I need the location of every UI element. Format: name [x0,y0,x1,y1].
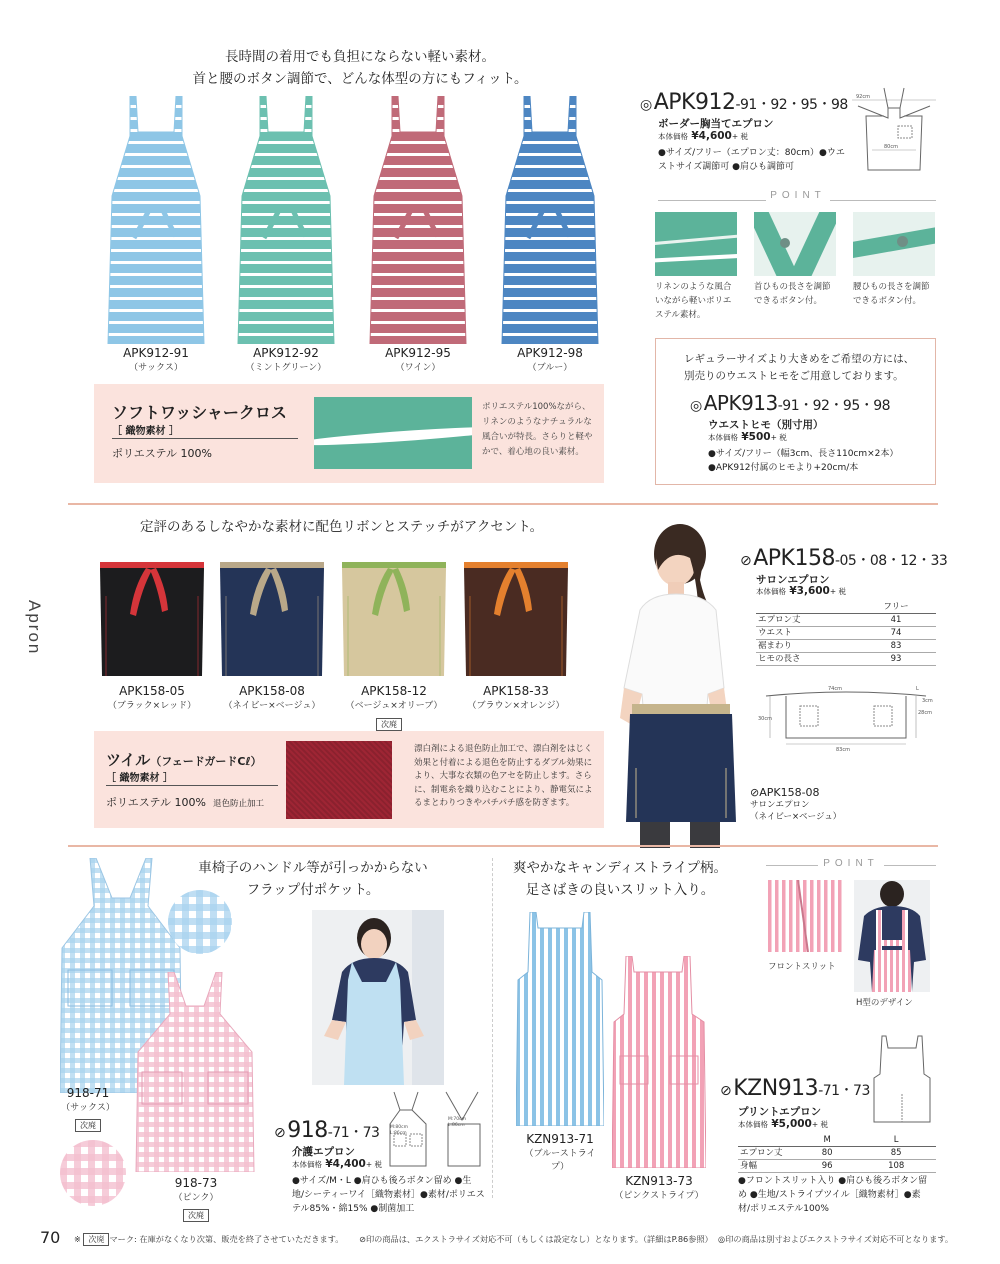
caption-kzn913-71: KZN913-71 （ブルーストライプ） [524,1132,596,1172]
apk913-price: 本体価格 ¥500+ 税 [708,431,787,443]
fabric-box-washer [94,384,604,483]
fabric-swatch [314,397,472,469]
fabric-type: ［ 織物素材 ］ [112,426,179,437]
point-text-fabric: リネンのような風合いながら軽いポリエステル素材。 [655,282,732,320]
apron-kzn913-73 [612,956,706,1168]
fabric-box-twill [94,731,604,828]
table-row: エプロン丈 80 85 [738,1147,936,1160]
apron-apk912-95 [366,96,470,344]
point-text-waist: 腰ひもの長さを調節できるボタン付。 [853,282,930,306]
fabric2-description: 漂白剤による退色防止加工で、漂白剤をはじく効果と付着による退色を防止するダブル効果により、大事な衣類の色アセを防止します。さらに、制電糸を織り込むことにより、静電気によるまとわりつきやパチパチ感を防ぎます。 [414,744,593,808]
apk912-price: 本体価格 ¥4,600+ 税 [658,130,749,142]
table-row: 裾まわり 83 [756,640,936,653]
kzn913-size-table: M L エプロン丈 80 85 身幅 96 108 [738,1134,936,1173]
apk912-dim-bottom: 80cm [884,144,898,150]
apk912-name: ボーダー胸当てエプロン [658,118,774,130]
apk913-name: ウエストヒモ（別寸用） [708,419,824,431]
apron-apk158-33 [464,558,568,678]
k918-dim-b: L:86cm [390,1131,407,1136]
apron-apk912-98 [498,96,602,344]
fabric2-composition: ポリエステル 100% 退色防止加工 [106,796,264,809]
apk158-dim-bottom: 83cm [836,747,850,752]
apk158-size-table: フリー エプロン丈 41 ウエスト 74 裾まわり 83 ヒモの長さ 93 [756,601,936,666]
kzn913-price: 本体価格 ¥5,000+ 税 [738,1118,829,1130]
section4-lead: 爽やかなキャンディストライプ柄。 足さばきの良いスリット入り。 [512,860,728,898]
point-image-h-design [854,880,930,992]
apk912-spec: ●サイズ/フリー（エプロン丈：80cm）●ウエ ストサイズ調節可 ●肩ひも調節可 [658,148,845,172]
kzn913-line-drawing [868,1034,936,1124]
point2-heading: POINT [818,858,884,869]
fabric-title: ソフトワッシャークロス [112,403,287,422]
table-row: ヒモの長さ 93 [756,653,936,666]
fabric2-type: ［ 織物素材 ］ [106,773,173,784]
apk912-code: ◎APK912-91・92・95・98 [640,90,848,115]
caption-apk158-12: APK158-12 （ベージュ×オリーブ） [345,684,443,711]
table-row: エプロン丈 41 [756,614,936,627]
fabric2-swatch [286,741,392,819]
table-row: ウエスト 74 [756,627,936,640]
fabric-composition: ポリエステル 100% [112,447,212,460]
caption-apk912-92: APK912-92 （ミントグリーン） [245,346,327,373]
caption-kzn913-73: KZN913-73 （ピンクストライプ） [614,1174,704,1201]
table-row: 身幅 96 108 [738,1160,936,1173]
section1-lead: 長時間の着用でも負担にならない軽い素材。 首と腰のボタン調節で、どんな体型の方にもフィット。 [192,49,528,87]
caption-918-71: 918-71 （サックス） 次廃 [61,1086,115,1130]
point-heading: POINT [766,190,830,201]
apk158-dim-top: 74cm [828,686,842,692]
point-image-front-slit [768,880,844,952]
apk158-line-drawing [756,682,936,752]
k918-line-drawing [382,1090,492,1170]
page-number: 70 [40,1228,61,1247]
k918-dim-d: L:86cm [448,1123,465,1128]
caption-918-73: 918-73 （ピンク） 次廃 [173,1176,219,1220]
k918-dim-c: M:70cm [448,1117,466,1122]
apk158-dim-right: 28cm [918,710,932,716]
section-divider-vertical [492,858,493,1198]
discontinued-badge-158: 次廃 [376,712,402,731]
fabric-description: ポリエステル100%ながら、リネンのようなナチュラルな風合いが特長。さらりと軽やかで、着心地の良い素材。 [482,402,593,457]
model-caption-158: ⊘APK158-08 サロンエプロン （ネイビー×ベージュ） [750,786,842,822]
section2-lead: 定評のあるしなやかな素材に配色リボンとステッチがアクセント。 [140,519,544,535]
section3-lead: 車椅子のハンドル等が引っかからない フラップ付ポケット。 [198,860,428,898]
apk912-line-drawing [848,86,940,172]
apk158-dim-3: 3cm [922,698,933,704]
apk913-box [655,338,936,485]
apk913-intro: レギュラーサイズより大きめをご希望の方には、 別売りのウエストヒモをご用意しております。 [684,353,915,382]
point-text-h-design: H型のデザイン [856,998,913,1008]
fabric2-title: ツイル（フェードガードCℓ） [106,751,262,769]
fabric2-divider [106,785,278,786]
apron-apk158-08 [220,558,324,678]
k918-price: 本体価格 ¥4,400+ 税 [292,1158,383,1170]
apk158-dim-left: 30cm [758,716,772,722]
swatch-circle-sax [168,890,232,954]
side-label: Apron [25,600,44,656]
apk913-code: ◎ APK913-91・92・95・98 [690,391,891,415]
apk158-price: 本体価格 ¥3,600+ 税 [756,585,847,597]
point-image-waist-button [853,212,935,276]
kzn913-name: プリントエプロン [738,1106,822,1118]
k918-dim-a: M:80cm [390,1125,408,1130]
kzn913-code: ⊘KZN913-71・73 [720,1076,870,1101]
footer-notes: ※ 次廃 マーク: 在庫がなくなり次第、販売を終了させていただきます。 ⊘印の商品は、エクストラサイズ対応不可（もしくは設定なし）となります。（詳細はP.86参照） ◎印の商品は別寸およびエクストラサイズ対応不可となります。 [74,1234,954,1244]
apk158-name: サロンエプロン [756,574,830,586]
k918-spec: ●サイズ/M・L ●肩ひも後ろボタン留め ●生 地/シーティーワイ［織物素材］●素材/ポリエス テル85%・綿15% ●制菌加工 [292,1176,485,1214]
apron-918-73 [134,972,256,1172]
apron-kzn913-71 [516,912,604,1126]
caption-apk912-98: APK912-98 （ブルー） [517,346,583,373]
caption-apk158-05: APK158-05 （ブラック×レッド） [107,684,197,711]
apron-apk158-12 [342,558,446,678]
apron-apk912-92 [234,96,338,344]
point-image-neck-button [754,212,836,276]
apron-apk158-05 [100,558,204,678]
fabric-divider [112,438,298,439]
apk912-dim-top: 92cm [856,94,870,100]
point-text-front-slit: フロントスリット [768,962,836,972]
k918-code: ⊘918-71・73 [274,1118,380,1143]
caption-apk912-91: APK912-91 （サックス） [123,346,189,373]
model-photo-apk158 [600,518,750,848]
section-divider-1 [68,503,938,505]
point-text-neck: 首ひもの長さを調節できるボタン付。 [754,282,831,306]
apron-apk912-91 [104,96,208,344]
point-image-fabric [655,212,737,276]
apk158-code: ⊘APK158-05・08・12・33 [740,546,948,571]
caption-apk158-33: APK158-33 （ブラウン×オレンジ） [467,684,565,711]
caption-apk912-95: APK912-95 （ワイン） [385,346,451,373]
k918-name: 介護エプロン [292,1146,355,1158]
caption-apk158-08: APK158-08 （ネイビー×ベージュ） [223,684,321,711]
section-divider-2 [68,845,938,847]
kzn913-spec: ●フロントスリット入り ●肩ひも後ろボタン留 め ●生地/ストライプツイル［織物素材］●素 材/ポリエステル100% [738,1176,928,1214]
swatch-circle-pink [60,1140,126,1206]
apk913-spec: ●サイズ/フリー（幅3cm、長さ110cm×2本） ●APK912付属のヒモより+20cm/本 [708,449,899,473]
model-photo-918 [312,910,444,1085]
apk158-dim-l: L [916,686,919,692]
